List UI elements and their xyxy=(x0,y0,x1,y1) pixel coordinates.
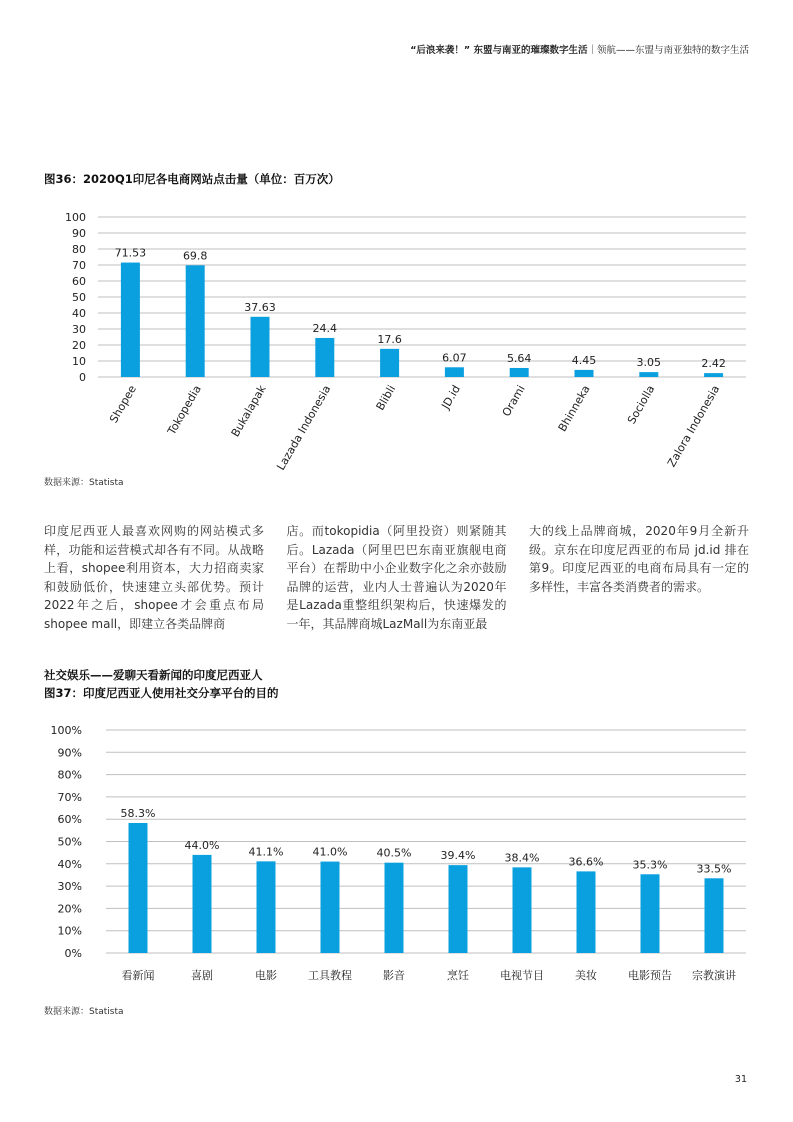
figure37-source: 数据来源：Statista xyxy=(44,1007,124,1017)
bar xyxy=(321,862,340,953)
body-text xyxy=(44,522,749,634)
bar xyxy=(129,823,148,953)
y-tick-label: 20 xyxy=(72,339,86,352)
data-label: 24.4 xyxy=(312,321,338,335)
category-label: Zalora Indonesia xyxy=(664,383,723,470)
chart-ecommerce-clicks xyxy=(0,200,793,500)
header-subtitle: ｜领航——东盟与南亚独特的数字生活 xyxy=(587,45,749,56)
data-label: 39.4% xyxy=(440,849,476,863)
data-label: 17.6 xyxy=(377,332,402,346)
bar xyxy=(510,368,529,377)
bar xyxy=(251,317,270,377)
category-label: Tokopedia xyxy=(165,383,204,437)
y-tick-label: 50% xyxy=(57,835,82,849)
y-tick-label: 0% xyxy=(64,947,82,960)
category-label: Lazada Indonesia xyxy=(274,383,334,473)
data-label: 6.07 xyxy=(442,351,467,365)
y-tick-label: 80 xyxy=(72,243,86,256)
paragraph-col-2: 店。而tokopidia（阿里投资）则紧随其后。Lazada（阿里巴巴东南亚旗舰电商平台）在帮助中小企业数字化之余亦鼓励品牌的运营，业内人士普遍认为2020年是Lazada重整组织架构后，快速爆发的一年，其品牌商城LazMall为东南亚最 xyxy=(286,524,507,631)
data-label: 36.6% xyxy=(568,855,604,869)
y-tick-label: 40 xyxy=(72,307,86,320)
category-label: Bukalapak xyxy=(228,383,269,440)
category-label: 喜剧 xyxy=(191,969,213,982)
y-tick-label: 70 xyxy=(72,259,86,272)
bar xyxy=(639,372,658,377)
category-label: Bhinneka xyxy=(555,383,593,434)
bar xyxy=(513,867,532,953)
category-label: 美妆 xyxy=(575,969,597,982)
data-label: 41.0% xyxy=(312,845,348,859)
bar xyxy=(193,855,212,953)
y-tick-label: 40% xyxy=(57,857,82,871)
section-heading: 社交娱乐——爱聊天看新闻的印度尼西亚人 xyxy=(44,668,263,682)
bar xyxy=(449,865,468,953)
y-tick-label: 90% xyxy=(57,746,82,760)
bar xyxy=(705,878,724,953)
y-tick-label: 60 xyxy=(72,275,86,288)
bar xyxy=(257,861,276,953)
page-number: 31 xyxy=(734,1074,747,1085)
data-label: 38.4% xyxy=(504,851,540,865)
category-label: 烹饪 xyxy=(447,969,469,982)
y-tick-label: 30% xyxy=(57,880,82,894)
y-tick-label: 100% xyxy=(50,724,82,737)
y-tick-label: 0 xyxy=(79,371,86,384)
figure36-title: 图36：2020Q1印尼各电商网站点击量（单位：百万次） xyxy=(44,172,340,186)
category-label: 电影 xyxy=(255,969,277,982)
category-label: Shopee xyxy=(107,383,139,426)
data-label: 3.05 xyxy=(636,356,662,370)
category-label: JD.id xyxy=(439,383,463,412)
y-tick-label: 70% xyxy=(57,790,82,804)
y-tick-label: 10% xyxy=(57,924,82,938)
bar xyxy=(575,370,594,377)
category-label: 工具教程 xyxy=(308,969,352,982)
data-label: 44.0% xyxy=(184,838,220,852)
category-label: Blibli xyxy=(373,383,399,413)
y-tick-label: 50 xyxy=(72,291,86,304)
bar xyxy=(641,874,660,953)
category-label: 看新闻 xyxy=(121,969,155,982)
paragraph-col-1: 印度尼西亚人最喜欢网购的网站模式多样，功能和运营模式却各有不同。从战略上看，shopee利用资本，大力招商卖家和鼓励低价，快速建立头部优势。预计2022年之后，shopee才会重点布局shopee mall，即建立各类品牌商 xyxy=(44,524,264,631)
bar xyxy=(315,338,334,377)
bar xyxy=(186,265,205,377)
data-label: 58.3% xyxy=(120,806,156,820)
figure37-title: 图37：印度尼西亚人使用社交分享平台的目的 xyxy=(44,686,279,700)
category-label: 电影预告 xyxy=(628,969,672,982)
bar xyxy=(445,367,464,377)
data-label: 69.8 xyxy=(182,249,208,263)
data-label: 40.5% xyxy=(376,846,412,860)
data-label: 2.42 xyxy=(701,357,726,371)
data-label: 37.63 xyxy=(244,300,276,314)
data-label: 4.45 xyxy=(571,353,597,367)
data-label: 71.53 xyxy=(114,246,147,260)
figure36-source: 数据来源：Statista xyxy=(44,478,124,488)
header-title: “后浪来袭！” 东盟与南亚的璀璨数字生活 xyxy=(410,45,588,56)
data-label: 35.3% xyxy=(632,858,668,872)
category-label: Orami xyxy=(499,383,528,419)
data-label: 41.1% xyxy=(248,845,284,859)
chart-social-purposes xyxy=(0,715,793,1015)
bar xyxy=(385,863,404,953)
y-tick-label: 60% xyxy=(57,813,82,827)
bar xyxy=(121,263,140,377)
bar xyxy=(704,373,723,377)
y-tick-label: 30 xyxy=(72,323,86,336)
bar xyxy=(380,349,399,377)
paragraph-col-3: 大的线上品牌商城，2020年9月全新升级。京东在印度尼西亚的布局 jd.id 排在第9。印度尼西亚的电商布局具有一定的多样性，丰富各类消费者的需求。 xyxy=(529,524,749,594)
running-header xyxy=(410,42,749,56)
y-tick-label: 90 xyxy=(72,227,86,240)
category-label: 宗教演讲 xyxy=(692,969,736,982)
y-tick-label: 100 xyxy=(65,211,86,224)
y-tick-label: 10 xyxy=(72,355,86,368)
y-tick-label: 80% xyxy=(57,768,82,782)
y-tick-label: 20% xyxy=(57,902,82,916)
category-label: Sociolla xyxy=(624,383,658,427)
bar xyxy=(577,871,596,953)
data-label: 5.64 xyxy=(506,351,532,365)
category-label: 影音 xyxy=(383,969,405,982)
data-label: 33.5% xyxy=(696,862,732,876)
category-label: 电视节目 xyxy=(500,969,544,982)
